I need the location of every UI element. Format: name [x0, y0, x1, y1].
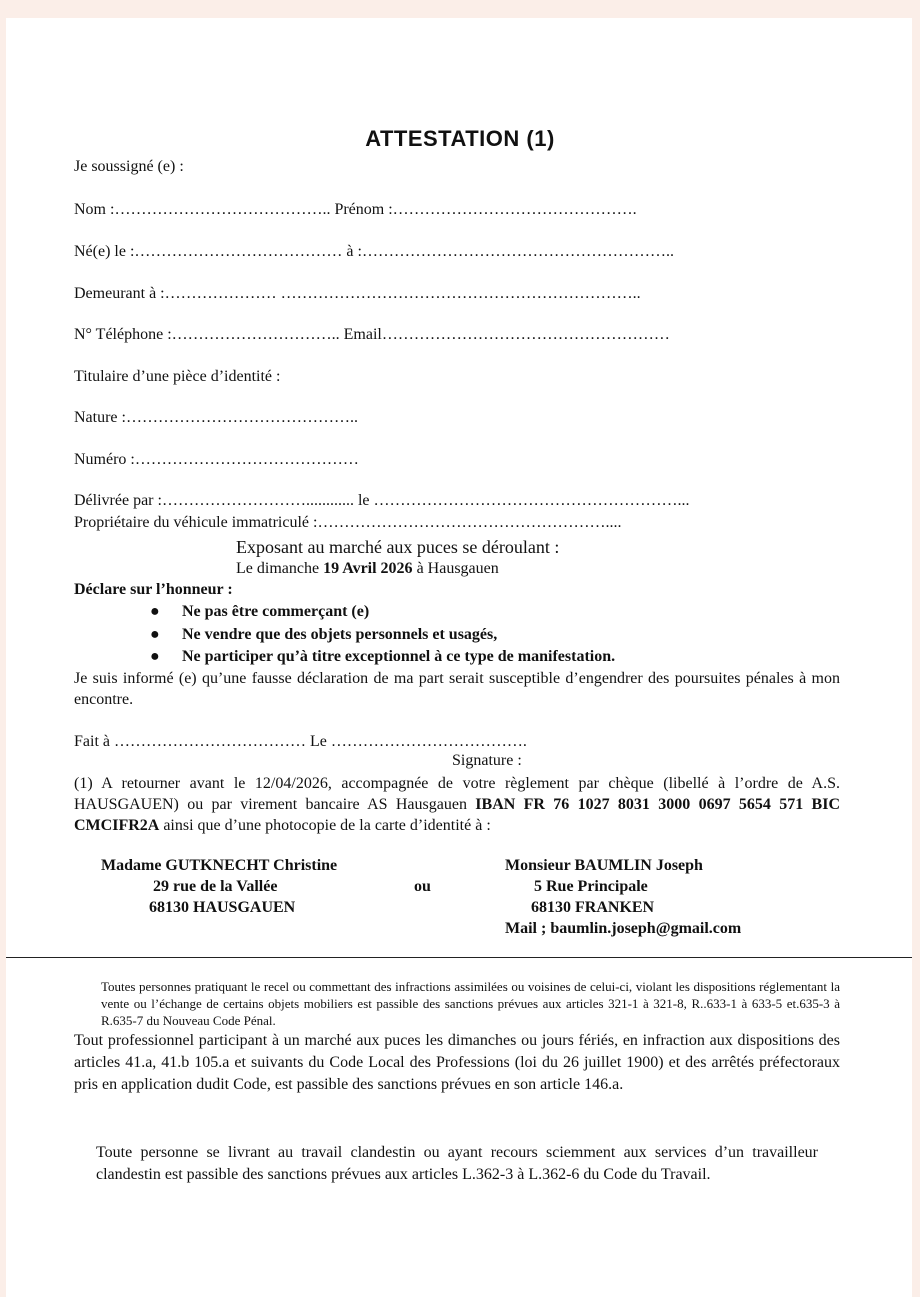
event-date: Le dimanche 19 Avril 2026 à Hausgauen [236, 560, 499, 577]
return-note: (1) A retourner avant le 12/04/2026, accompagnée de votre règlement par chèque (libellé à l’ordre de A.S. HAUSGAUEN) ou par virement bancaire AS Hausgauen IBAN FR 76 1027 8031 3000 0697 5654 571 BIC CMCIFR2A ainsi que d’une photocopie de la carte d’identité à : [74, 775, 841, 834]
declaration-heading: Déclare sur l’honneur : [74, 581, 233, 598]
intro-text: Je soussigné (e) : [74, 158, 184, 175]
list-item: ● Ne pas être commerçant (e) [150, 603, 370, 620]
nom-prenom-field[interactable]: Nom :………………………………….. Prénom :………………………………………. [74, 201, 637, 218]
telephone-email-field[interactable]: N° Téléphone :………………………….. Email……………………………………………… [74, 326, 670, 343]
legal-recel: Toutes personnes pratiquant le recel ou commettant des infractions assimilées ou voisines de celui-ci, violant les dispositions réglementant la vente ou l’échange de certains objets mobiliers est passible des sanctions prévues aux articles 321-1 à 321-8, R..633-1 à 633-5 et.635-3 à R.635-7 du Nouveau Code Pénal. [101, 979, 840, 1028]
proprietaire-field[interactable]: Propriétaire du véhicule immatriculé :……………………………………………….... [74, 514, 622, 531]
list-item: ● Ne vendre que des objets personnels et usagés, [150, 626, 498, 643]
contact-left-street: 29 rue de la Vallée [153, 878, 278, 895]
contact-separator: ou [414, 878, 431, 895]
numero-field[interactable]: Numéro :…………………………………… [74, 451, 359, 468]
legal-professionnel: Tout professionnel participant à un marché aux puces les dimanches ou jours fériés, en infraction aux dispositions des articles 41.a, 41.b 105.a et suivants du Code Local des Professions (loi du 26 juillet 1900) et des arrêtés préfectoraux pris en application dudit Code, est passible des sanctions prévues en son article 146.a. [74, 1032, 840, 1093]
contact-left-city: 68130 HAUSGAUEN [149, 899, 296, 916]
contact-right-city: 68130 FRANKEN [531, 899, 655, 916]
contact-right-street: 5 Rue Principale [534, 878, 648, 895]
divider [6, 957, 912, 958]
demeurant-field[interactable]: Demeurant à :………………… ………………………………………………………….. [74, 285, 641, 302]
contact-left-name: Madame GUTKNECHT Christine [101, 857, 338, 874]
list-item: ● Ne participer qu’à titre exceptionnel à ce type de manifestation. [150, 648, 616, 665]
delivree-field[interactable]: Délivrée par :………………………............ le …………………………………………………... [74, 492, 690, 509]
contact-right-mail[interactable]: Mail ; baumlin.joseph@gmail.com [505, 920, 742, 937]
legal-clandestin: Toute personne se livrant au travail clandestin ou ayant recours sciemment aux services d’un travailleur clandestin est passible des sanctions prévues aux articles L.362-3 à L.362-6 du Code du Travail. [96, 1144, 818, 1183]
fait-le-field[interactable]: Fait à ……………………………… Le ………………………………. [74, 733, 527, 750]
signature-label: Signature : [452, 752, 522, 769]
exposant-text: Exposant au marché aux puces se déroulant : [236, 537, 560, 557]
naissance-field[interactable]: Né(e) le :………………………………… à :………………………………………………….. [74, 243, 674, 260]
nature-field[interactable]: Nature :…………………………………….. [74, 409, 358, 426]
page-title: ATTESTATION (1) [365, 126, 555, 151]
contact-right-name: Monsieur BAUMLIN Joseph [505, 857, 703, 874]
informed-text: Je suis informé (e) qu’une fausse déclaration de ma part serait susceptible d’engendrer des poursuites pénales à mon encontre. [74, 670, 840, 708]
titulaire-label: Titulaire d’une pièce d’identité : [74, 368, 281, 385]
